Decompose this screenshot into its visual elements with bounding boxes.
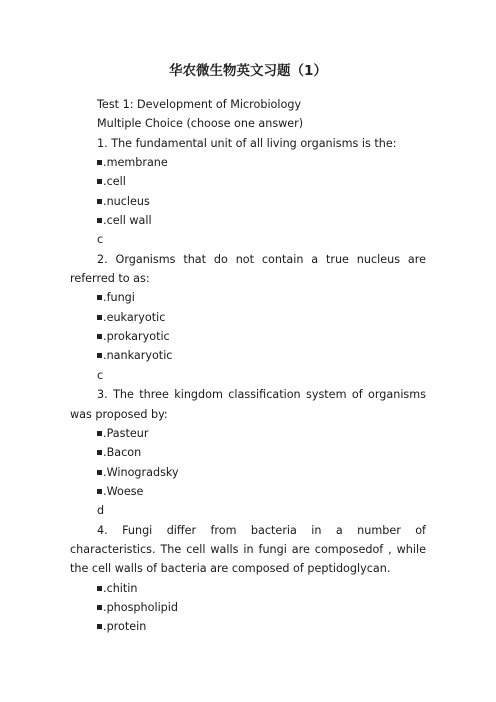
answer-option: .prokaryotic [70,327,426,346]
square-bullet-icon [97,179,102,184]
question-block [70,521,426,637]
answer-option: .cell wall [70,211,426,230]
section-heading: Multiple Choice (choose one answer) [97,117,304,131]
square-bullet-icon [97,489,102,494]
square-bullet-icon [97,353,102,358]
document-body [70,95,426,637]
square-bullet-icon [97,218,102,223]
question-text: 3. The three kingdom classification system of organisms was proposed by: [70,388,426,421]
answer-key: c [97,368,104,382]
question-text: 1. The fundamental unit of all living organisms is the: [97,136,397,150]
square-bullet-icon [97,624,102,629]
answer-option: .chitin [70,579,426,598]
answer-option: .Winogradsky [70,463,426,482]
answer-option: .cell [70,172,426,191]
answer-option: .nankaryotic [70,346,426,365]
answer-option: .protein [70,617,426,636]
answer-option: .nucleus [70,192,426,211]
question-block [70,250,426,385]
square-bullet-icon [97,160,102,165]
question-text: 4. Fungi differ from bacteria in a number of characteristics. The cell walls in fungi are composedof , while the cell walls of bacteria are composed of peptidoglycan. [70,523,426,576]
answer-option: .fungi [70,288,426,307]
answer-key: d [97,504,105,518]
question-block [70,385,426,520]
answer-option: .phospholipid [70,598,426,617]
test-heading: Test 1: Development of Microbiology [97,98,302,111]
question-block [70,134,426,250]
square-bullet-icon [97,470,102,475]
answer-option: .Pasteur [70,424,426,443]
answer-key: c [97,233,104,247]
square-bullet-icon [97,199,102,204]
square-bullet-icon [97,450,102,455]
square-bullet-icon [97,315,102,320]
square-bullet-icon [97,334,102,339]
answer-option: .eukaryotic [70,308,426,327]
square-bullet-icon [97,295,102,300]
answer-option: .Bacon [70,443,426,462]
document-title: 华农微生物英文习题（1） [169,63,327,79]
question-text: 2. Organisms that do not contain a true nucleus are referred to as: [70,252,426,286]
answer-option: .Woese [70,482,426,501]
answer-option: .membrane [70,153,426,172]
square-bullet-icon [97,605,102,610]
square-bullet-icon [97,431,102,436]
square-bullet-icon [97,586,102,591]
